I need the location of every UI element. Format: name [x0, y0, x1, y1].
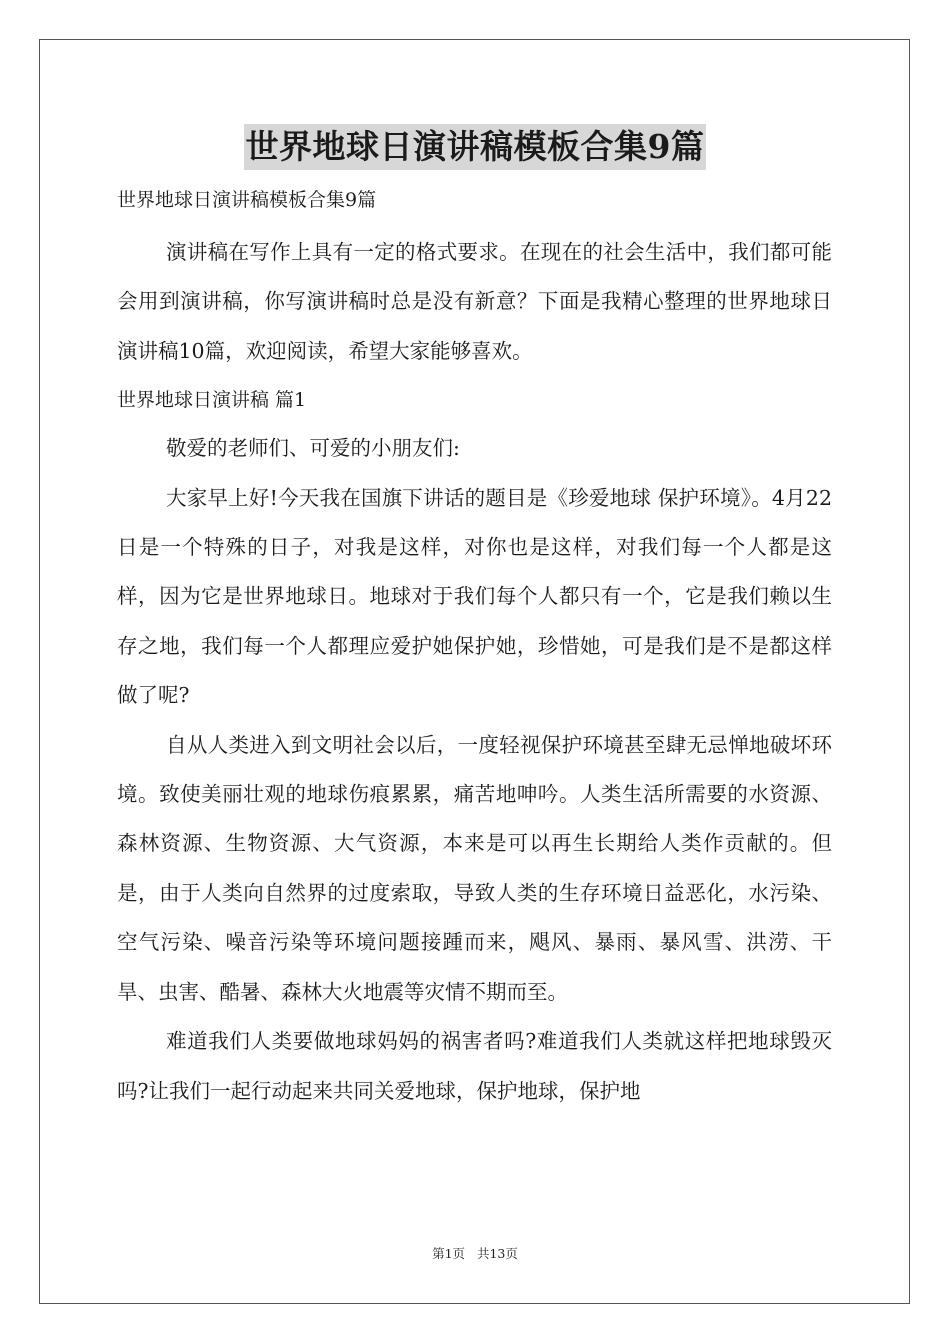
page-number: 第1页 — [432, 1246, 466, 1261]
body-paragraph-1: 大家早上好!今天我在国旗下讲话的题目是《珍爱地球 保护环境》。4月22日是一个特殊的日子，对我是这样，对你也是这样，对我们每一个人都是这样，因为它是世界地球日。地球对于我们每个人都只有一个，它是我们赖以生存之地，我们每一个人都理应爱护她保护她，珍惜她，可是我们是不是都这样做了呢? — [117, 485, 832, 708]
document-subtitle: 世界地球日演讲稿模板合集9篇 — [117, 189, 377, 211]
page-footer — [0, 1244, 950, 1264]
document-body — [117, 180, 832, 1116]
document-title: 世界地球日演讲稿模板合集9篇 — [244, 124, 707, 170]
section-heading: 世界地球日演讲稿 篇1 — [117, 389, 307, 412]
body-paragraph-3: 难道我们人类要做地球妈妈的祸害者吗?难道我们人类就这样把地球毁灭吗?让我们一起行动起来共同关爱地球，保护地球，保护地 — [117, 1029, 832, 1103]
document-title-wrapper — [0, 124, 950, 174]
body-paragraph-2: 自从人类进入到文明社会以后，一度轻视保护环境甚至肆无忌惮地破坏环境。致使美丽壮观的地球伤痕累累，痛苦地呻吟。人类生活所需要的水资源、森林资源、生物资源、大气资源，本来是可以再生长期给人类作贡献的。但是，由于人类向自然界的过度索取，导致人类的生存环境日益恶化，水污染、空气污染、噪音污染等环境问题接踵而来，飓风、暴雨、暴风雪、洪涝、干旱、虫害、酷暑、森林大火地震等灾情不期而至。 — [117, 732, 832, 1004]
intro-paragraph: 演讲稿在写作上具有一定的格式要求。在现在的社会生活中，我们都可能会用到演讲稿，你写演讲稿时总是没有新意？下面是我精心整理的世界地球日演讲稿10篇，欢迎阅读，希望大家能够喜欢。 — [117, 240, 832, 363]
greeting-paragraph: 敬爱的老师们、可爱的小朋友们: — [166, 436, 460, 461]
page-total: 共13页 — [476, 1246, 518, 1261]
